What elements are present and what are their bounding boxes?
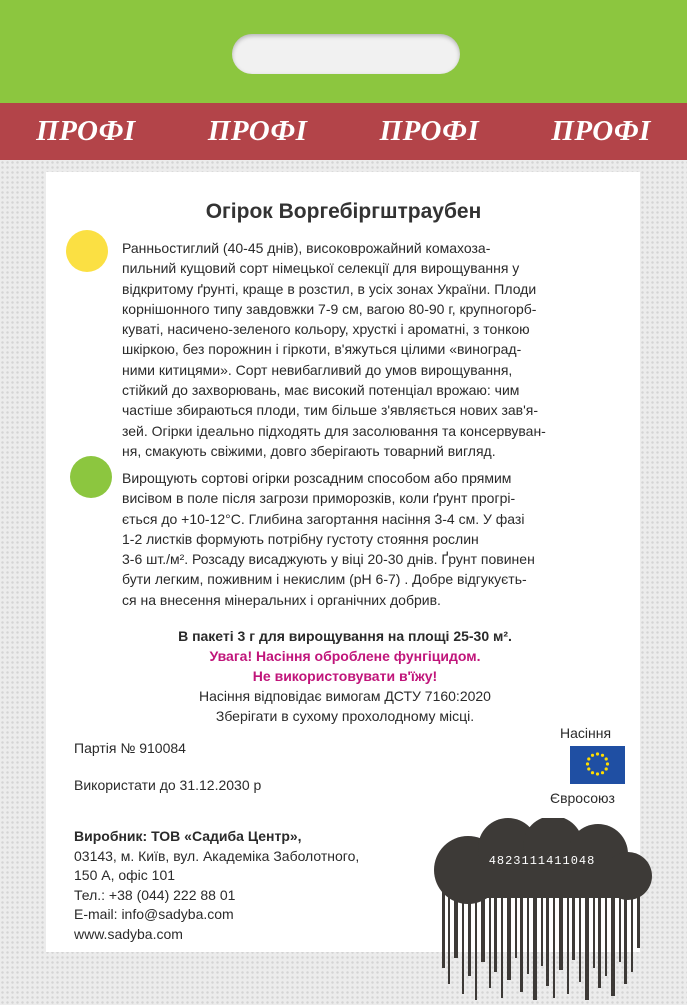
manufacturer-block [74,827,359,944]
brand-word: ПРОФІ [36,115,136,147]
eu-label-bottom: Євросоюз [550,790,615,806]
hang-hole [232,34,460,74]
barcode-rain-cloud [428,818,656,1000]
expiry-date: Використати до 31.12.2030 р [74,777,262,793]
packet-info: В пакеті 3 г для вирощування на площі 25-30 м². [178,628,512,644]
manufacturer-email: E-mail: info@sadyba.com [74,906,234,922]
standard-note: Насіння відповідає вимогам ДСТУ 7160:2020 [199,688,491,704]
eu-label-top: Насіння [560,725,612,741]
storage-note: Зберігати в сухому прохолодному місці. [215,708,475,724]
brand-word: ПРОФІ [551,115,651,147]
top-green-band [0,0,687,103]
batch-number: Партія № 910084 [74,740,186,756]
eu-flag-icon [570,746,625,784]
manufacturer-name: Виробник: ТОВ «Садиба Центр», [74,828,302,844]
do-not-eat-warning: Не використовувати в'їжу! [252,668,438,684]
manufacturer-address-office: 150 А, офіс 101 [74,867,176,883]
growing-paragraph: Вирощують сортові огірки розсадним способом або прямим висівом в поле після загрози приморозків, коли ґрунт прогрі- ється до +10-12°С. Глибина загортання насіння 3-4 см. У фазі 1-2 листків формують потрібну густоту стояння рослин 3-6 шт./м². Розсаду висаджують у віці 20-30 днів. Ґрунт повинен бути легким, поживним і некислим (рН 6-7) . Добре відгукуєть- ся на внесення мінеральних і органічних добрив. [122,470,535,608]
manufacturer-phone: Тел.: +38 (044) 222 88 01 [74,886,236,903]
description-paragraph: Ранньостиглий (40-45 днів), високоврожайний комахоза- пильний кущовий сорт німецької селекції для вирощування у відкритому ґрунті, краще в розстил, в усіх зонах України. Плоди корнішонного типу завдовжки 7-9 см, вагою 80-90 г, крупногорб- куваті, насичено-зеленого кольору, хрусткі і ароматні, з тонкою шкіркою, без порожнин і гіркоти, в'яжуться цілими «виноград- ними китицями». Сорт невибагливий до умов вирощування, стійкий до захворювань, має високий потенціал врожаю: чим частіше збираються плоди, тим більше з'являється нових зав'я- зей. Огірки ідеально підходять для засолювання та консервуван- ня, смакують свіжими, довго зберігають товарний вигляд. [122,240,546,459]
manufacturer-website: www.sadyba.com [74,925,183,942]
yellow-circle-icon [66,230,108,272]
manufacturer-address: 03143, м. Київ, вул. Академіка Заболотного, [74,847,360,864]
green-circle-icon [70,456,112,498]
brand-band [0,103,687,160]
barcode-number: 4823111411048 [488,854,596,868]
barcode-graphic [428,818,656,1000]
fungicide-warning: Увага! Насіння оброблене фунгіцидом. [209,648,481,664]
brand-word: ПРОФІ [207,115,308,147]
brand-word: ПРОФІ [379,115,480,147]
product-title: Огірок Воргебіргштраубен [205,200,482,223]
